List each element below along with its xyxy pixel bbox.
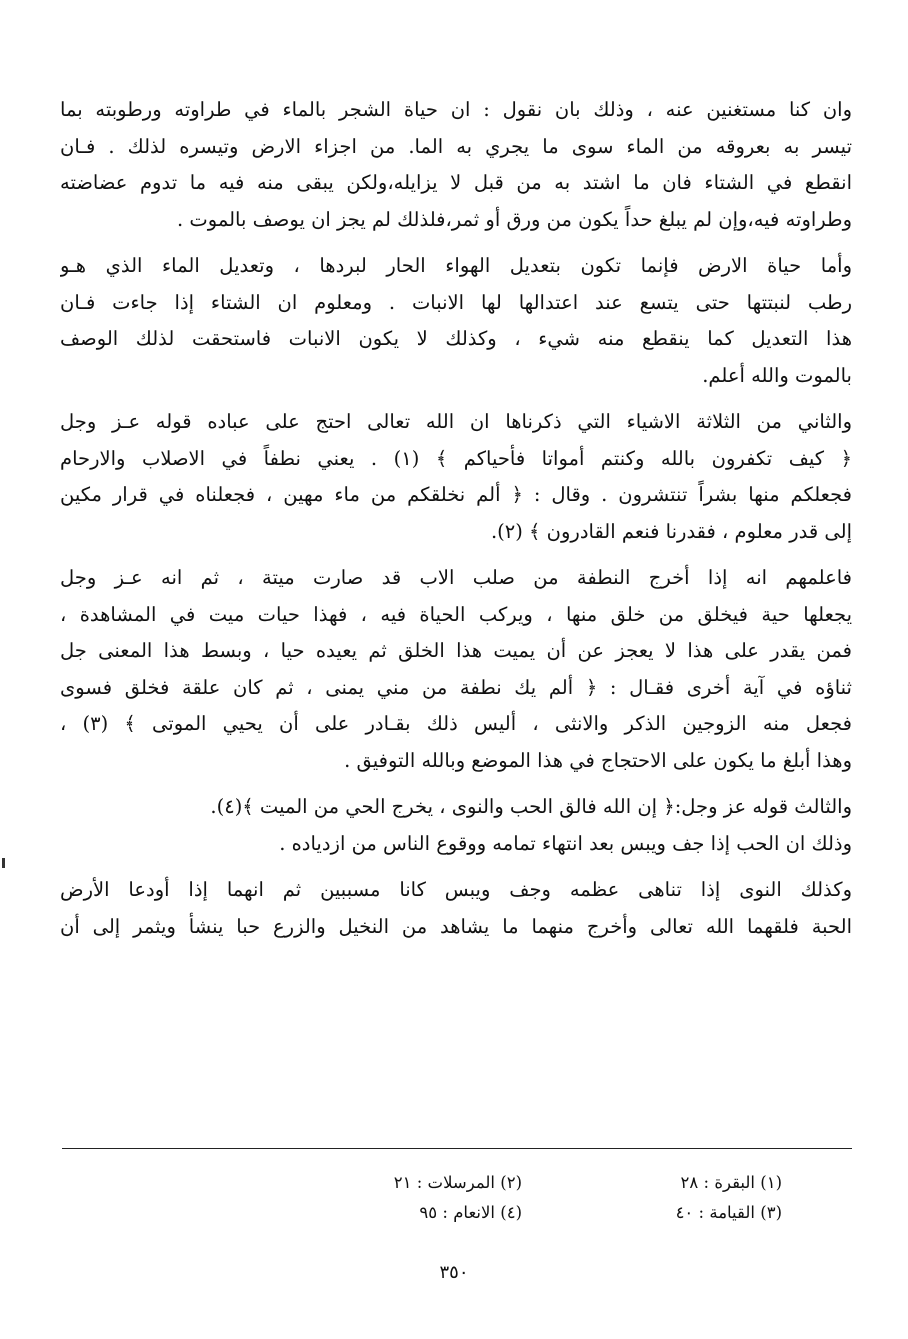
paragraph [60,248,852,394]
footnote-1: (١) البقرة : ٢٨ [680,1173,782,1192]
page-number: ٣٥٠ [439,1262,469,1283]
scan-edge-mark [2,858,5,868]
text-line: تيسر به بعروقه من الماء سوى ما يجري به الما. من اجزاء الارض وتيسره لذلك . فـان [60,134,852,158]
paragraph [60,872,852,945]
text-line: فجعل منه الزوجين الذكر والانثى ، أليس ذلك بقـادر على أن يحيي الموتى ﴾ (٣) ، [60,712,852,735]
text-line: وطراوته فيه،وإن لم يبلغ حداً يكون من ورق أو ثمر،فلذلك لم يجز ان يوصف بالموت . [177,207,852,231]
text-line: والثاني من الثلاثة الاشياء التي ذكرناها ان الله تعالى احتج على عباده قوله عـز وجل [60,410,852,433]
paragraph [60,789,852,862]
text-line: انقطع في الشتاء فان ما اشتد به من قبل لا يزايله،ولكن يبقى منه فيه ما تدوم عضاضته [60,171,852,194]
footnote-4: (٤) الانعام : ٩٥ [419,1203,522,1222]
footnote-row [60,1198,852,1228]
text-line: ﴿ كيف تكفرون بالله وكنتم أمواتا فأحياكم ﴾ (١) . يعني نطفاً في الاصلاب والارحام [60,446,852,470]
text-line: هذا التعديل كما ينقطع منه شيء ، وكذلك لا يكون الانبات فاستحقت لذلك الوصف [60,327,852,350]
text-line: وهذا أبلغ ما يكون على الاحتجاج في هذا الموضع وبالله التوفيق . [344,748,852,772]
footnote-2: (٢) المرسلات : ٢١ [393,1173,522,1192]
text-line: وأما حياة الارض فإنما تكون بتعديل الهواء الحار لبردها ، وتعديل الماء الذي هـو [60,254,852,277]
paragraph [60,92,852,238]
text-line: فجعلكم منها بشراً تنتشرون . وقال : ﴿ ألم نخلقكم من ماء مهين ، فجعلناه في قرار مكين [60,483,852,506]
footnote-3: (٣) القيامة : ٤٠ [675,1203,782,1222]
text-line: وكذلك النوى إذا تناهى عظمه وجف ويبس كانا مسببين ثم انهما إذا أودعا الأرض [60,878,852,901]
text-line: وان كنا مستغنين عنه ، وذلك بان نقول : ان حياة الشجر بالماء في طراوته ورطوبته بما [60,98,852,121]
text-line: فمن يقدر على هذا لا يعجز عن أن يميت هذا الخلق ثم يعيده حيا ، وبسط هذا المعنى جل [60,639,852,662]
footnotes [60,1168,852,1228]
text-line: رطب لنبتتها حتى يتسع عند اعتدالها لها الانبات . ومعلوم ان الشتاء إذا جاءت فـان [60,290,852,314]
text-line: يجعلها حية فيخلق من خلق منها ، ويركب الحياة فيه ، فهذا حيات ميت في المشاهدة ، [60,602,852,626]
text-line: وذلك ان الحب إذا جف ويبس بعد انتهاء تمامه ووقوع الناس من ازدياده . [279,831,852,855]
text-line: ثناؤه في آية أخرى فقـال : ﴿ ألم يك نطفة من مني يمنى ، ثم كان علقة فخلق فسوى [60,675,852,699]
text-line: الحبة فلقهما الله تعالى وأخرج منهما ما يشاهد من النخيل والزرع حبا ينشأ ويثمر إلى أن [60,914,852,938]
page-body [60,92,852,955]
text-line: بالموت والله أعلم. [702,363,852,387]
text-line: والثالث قوله عز وجل:﴿ إن الله فالق الحب والنوى ، يخرج الحي من الميت ﴾(٤). [210,795,852,818]
footnote-divider [62,1148,852,1149]
footnote-row [60,1168,852,1198]
paragraph [60,560,852,779]
text-line: فاعلمهم انه إذا أخرج النطفة من صلب الاب قد صارت ميتة ، ثم انه عـز وجل [60,566,852,589]
paragraph [60,404,852,550]
text-line: إلى قدر معلوم ، فقدرنا فنعم القادرون ﴾ (٢). [490,519,852,543]
